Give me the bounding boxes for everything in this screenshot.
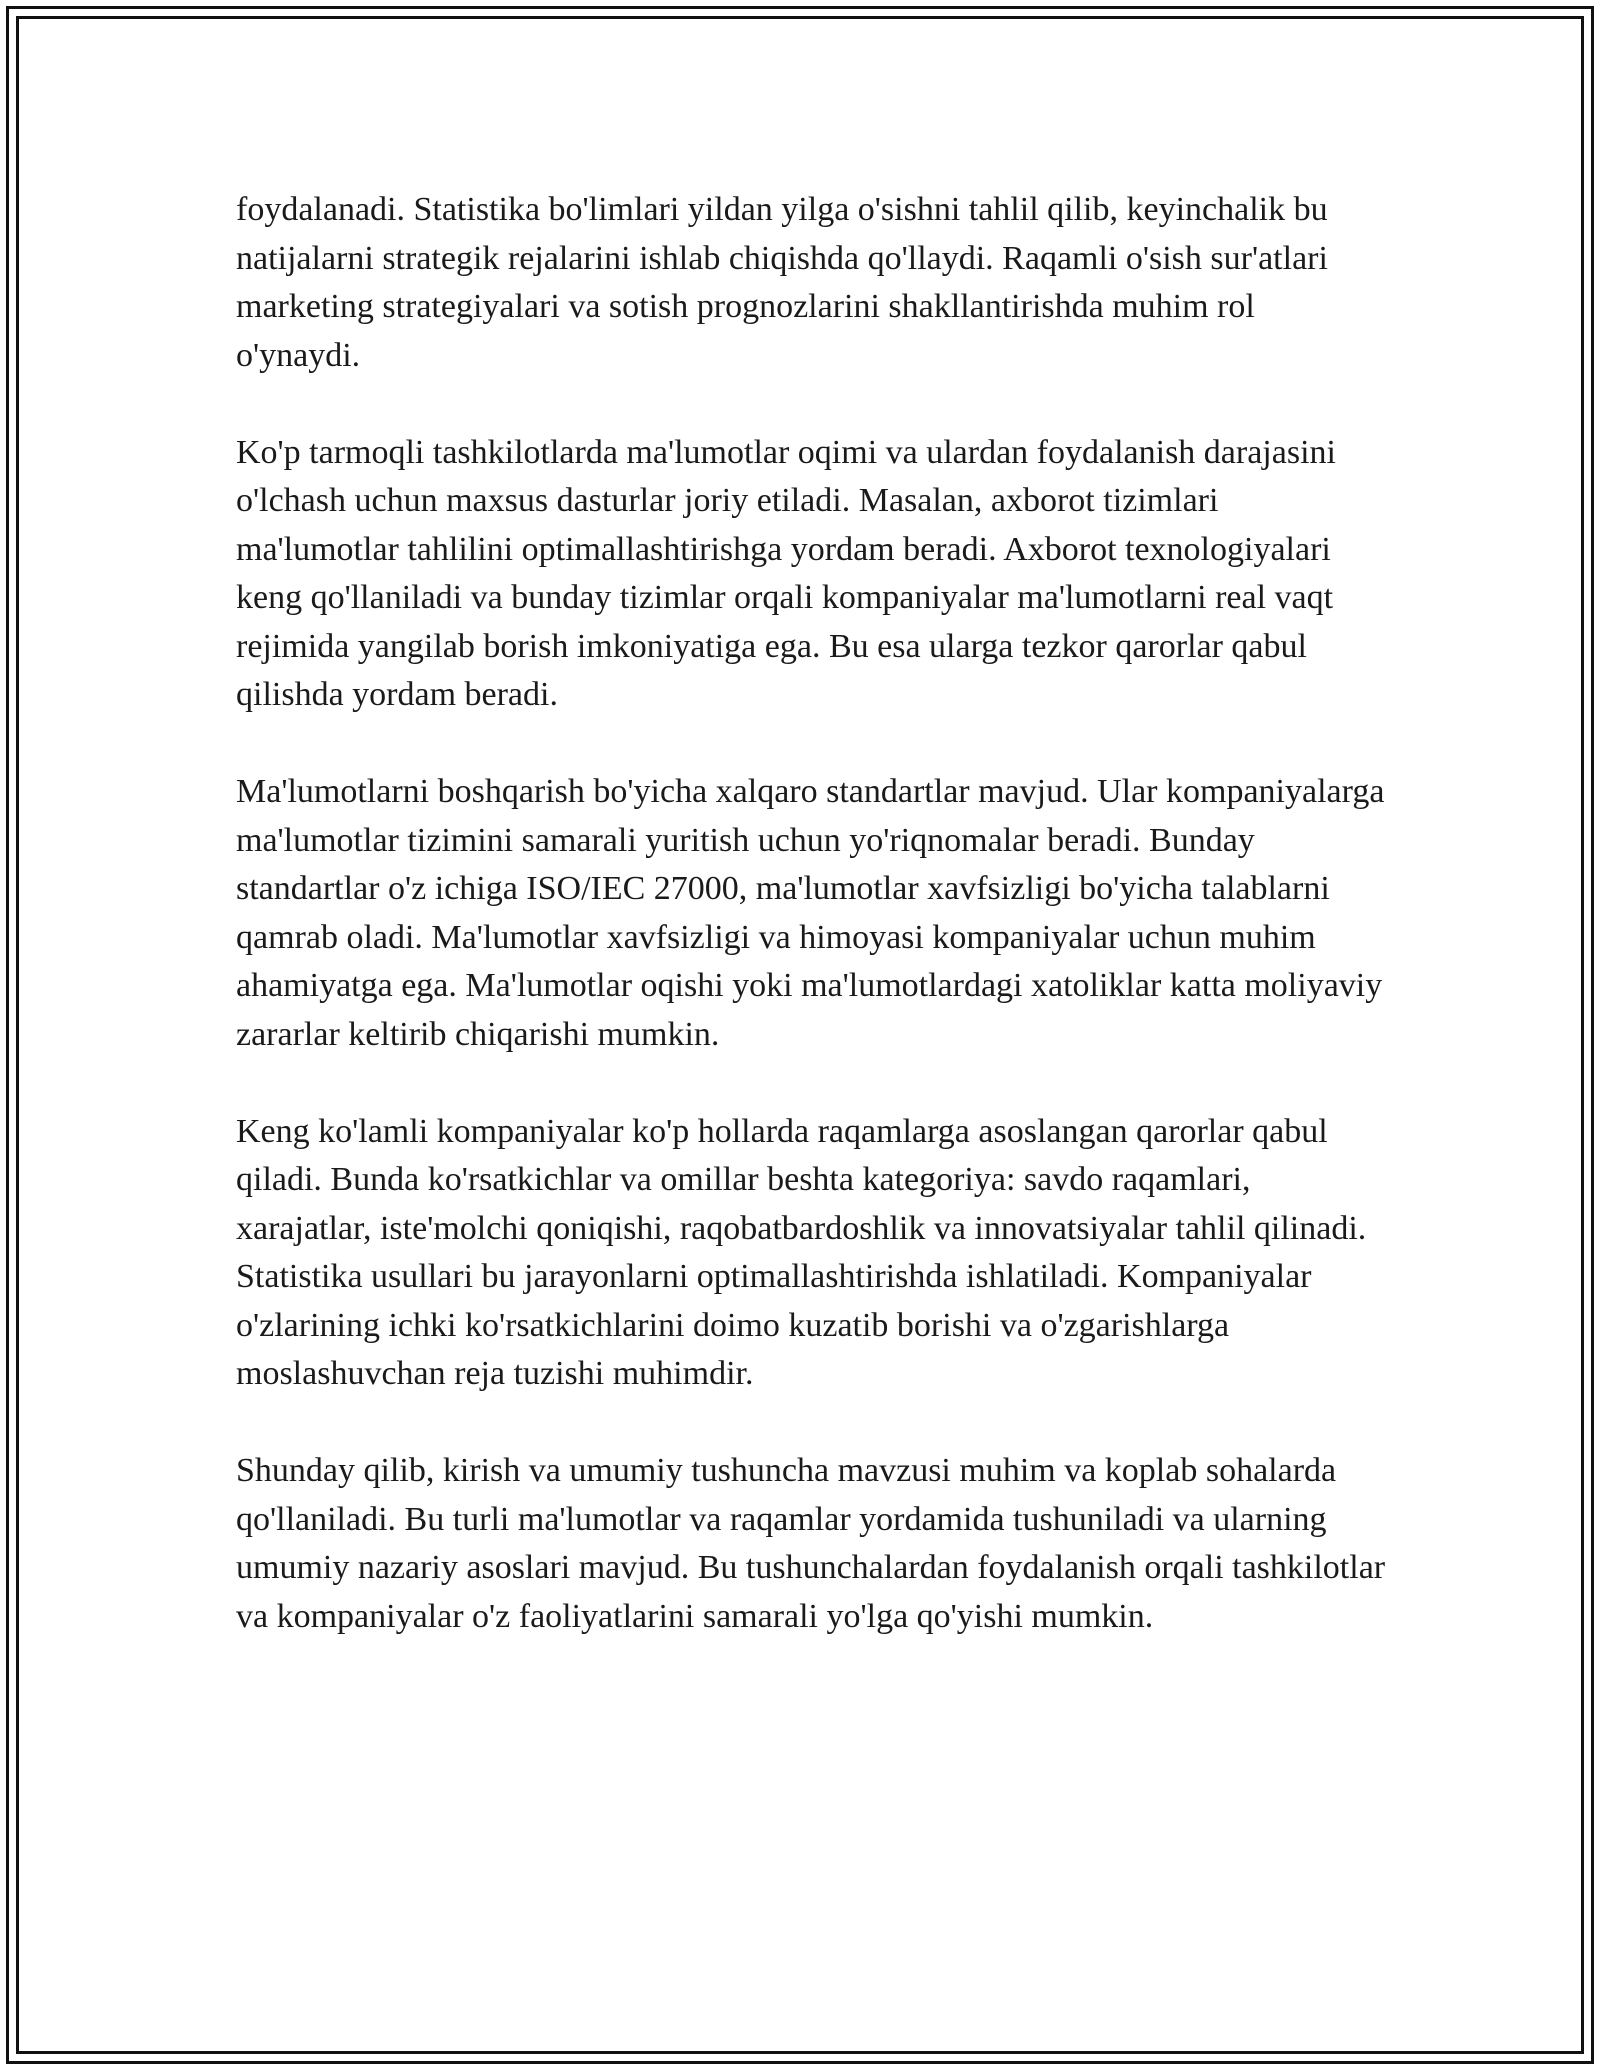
paragraph-3: Ma'lumotlarni boshqarish bo'yicha xalqaro standartlar mavjud. Ular kompaniyalarga ma'lumotlar tizimini samarali yuritish uchun yo'riqnomalar beradi. Bunday standartlar o'z ichiga ISO/IEC 27000, ma'lumotlar xavfsizligi bo'yicha talablarni qamrab oladi. Ma'lumotlar xavfsizligi va himoyasi kompaniyalar uchun muhim ahamiyatga ega. Ma'lumotlar oqishi yoki ma'lumotlardagi xatoliklar katta moliyaviy zararlar keltirib chiqarishi mumkin. <box>236 773 1385 1053</box>
paragraph-2: Ko'p tarmoqli tashkilotlarda ma'lumotlar oqimi va ulardan foydalanish darajasini o'lchash uchun maxsus dasturlar joriy etiladi. Masalan, axborot tizimlari ma'lumotlar tahlilini optimallashtirishga yordam beradi. Axborot texnologiyalari keng qo'llaniladi va bunday tizimlar orqali kompaniyalar ma'lumotlarni real vaqt rejimida yangilab borish imkoniyatiga ega. Bu esa ularga tezkor qarorlar qabul qilishda yordam beradi. <box>236 433 1336 713</box>
paragraph-4: Keng ko'lamli kompaniyalar ko'p hollarda raqamlarga asoslangan qarorlar qabul qiladi. Bunda ko'rsatkichlar va omillar beshta kategoriya: savdo raqamlari, xarajatlar, iste'molchi qoniqishi, raqobatbardoshlik va innovatsiyalar tahlil qilinadi. Statistika usullari bu jarayonlarni optimallashtirishda ishlatiladi. Kompaniyalar o'zlarining ichki ko'rsatkichlarini doimo kuzatib borishi va o'zgarishlarga moslashuvchan reja tuzishi muhimdir. <box>236 1112 1367 1392</box>
document-body <box>236 186 1386 1690</box>
paragraph-5: Shunday qilib, kirish va umumiy tushuncha mavzusi muhim va koplab sohalarda qo'llaniladi. Bu turli ma'lumotlar va raqamlar yordamida tushuniladi va ularning umumiy nazariy asoslari mavjud. Bu tushunchalardan foydalanish orqali tashkilotlar va kompaniyalar o'z faoliyatlarini samarali yo'lga qo'yishi mumkin. <box>236 1452 1386 1635</box>
paragraph-1: foydalanadi. Statistika bo'limlari yildan yilga o'sishni tahlil qilib, keyinchalik bu natijalarni strategik rejalarini ishlab chiqishda qo'llaydi. Raqamli o'sish sur'atlari marketing strategiyalari va sotish prognozlarini shakllantirishda muhim rol o'ynaydi. <box>236 191 1328 374</box>
